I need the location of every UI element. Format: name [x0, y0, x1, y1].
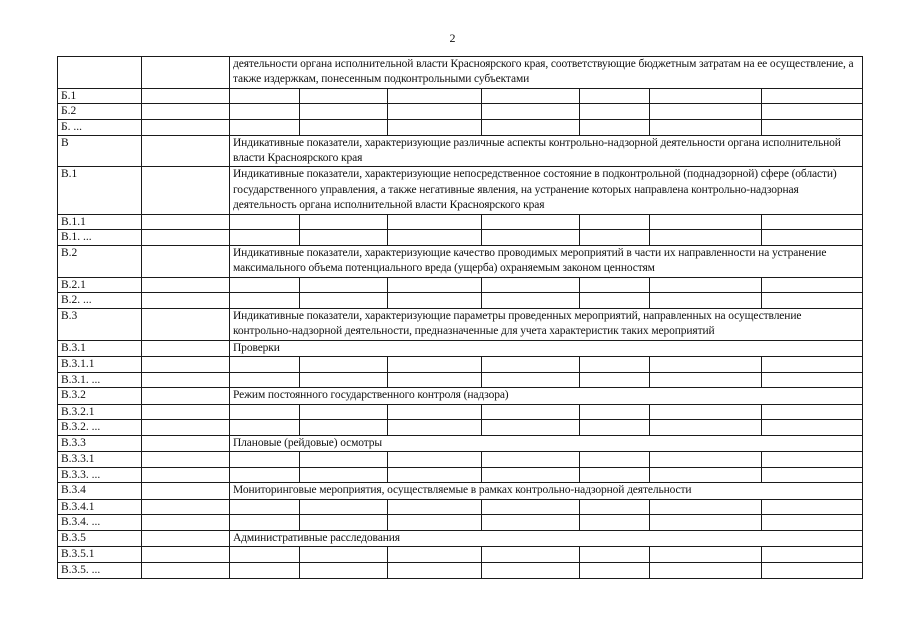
table-row: [58, 308, 863, 340]
empty-cell: [482, 88, 580, 104]
empty-cell: [230, 515, 300, 531]
empty-cell: [580, 120, 650, 136]
table-row: [58, 120, 863, 136]
empty-cell: [300, 420, 388, 436]
empty-cell: [300, 515, 388, 531]
empty-cell: [762, 357, 863, 373]
table-cell: [142, 388, 230, 404]
table-cell: [142, 357, 230, 373]
empty-cell: [650, 277, 762, 293]
empty-cell: [388, 120, 482, 136]
table-row: [58, 452, 863, 468]
table-cell: [142, 245, 230, 277]
empty-cell: [650, 547, 762, 563]
empty-cell: [388, 515, 482, 531]
empty-cell: [762, 230, 863, 246]
empty-cell: [650, 357, 762, 373]
row-code-cell: В.3.5. ...: [58, 563, 142, 579]
row-code-cell: В.3.1. ...: [58, 372, 142, 388]
empty-cell: [762, 515, 863, 531]
table-row: [58, 104, 863, 120]
empty-cell: [482, 277, 580, 293]
empty-cell: [388, 404, 482, 420]
empty-cell: [300, 499, 388, 515]
empty-cell: [762, 420, 863, 436]
table-cell: [142, 57, 230, 89]
empty-cell: [482, 293, 580, 309]
row-description-cell: Административные расследования: [230, 531, 863, 547]
empty-cell: [580, 214, 650, 230]
empty-cell: [580, 372, 650, 388]
empty-cell: [300, 120, 388, 136]
row-description-cell: деятельности органа исполнительной власти Красноярского края, соответствующие бюджетным затратам на ее осуществление, а также издержкам, понесенным подконтрольными субъектами: [230, 57, 863, 89]
row-code-cell: В.3.3.1: [58, 452, 142, 468]
table-row: [58, 531, 863, 547]
table-cell: [142, 135, 230, 167]
empty-cell: [388, 420, 482, 436]
empty-cell: [388, 499, 482, 515]
empty-cell: [230, 277, 300, 293]
table-cell: [142, 547, 230, 563]
table-row: [58, 214, 863, 230]
row-code-cell: Б.2: [58, 104, 142, 120]
row-description-cell: Индикативные показатели, характеризующие непосредственное состояние в подконтрольной (поднадзорной) сфере (области) государственного управления, а также негативные явления, на устранение которых направлена контрольно-надзорная деятельность органа исполнительной власти Красноярского края: [230, 167, 863, 214]
table-cell: [142, 277, 230, 293]
empty-cell: [388, 372, 482, 388]
table-cell: [142, 293, 230, 309]
row-code-cell: В.3.2.1: [58, 404, 142, 420]
empty-cell: [300, 277, 388, 293]
empty-cell: [230, 120, 300, 136]
empty-cell: [230, 467, 300, 483]
empty-cell: [650, 404, 762, 420]
empty-cell: [580, 452, 650, 468]
table-cell: [142, 340, 230, 356]
table-cell: [142, 308, 230, 340]
empty-cell: [230, 88, 300, 104]
empty-cell: [300, 467, 388, 483]
empty-cell: [482, 547, 580, 563]
table-cell: [142, 467, 230, 483]
empty-cell: [230, 357, 300, 373]
empty-cell: [482, 563, 580, 579]
table-row: [58, 57, 863, 89]
empty-cell: [230, 420, 300, 436]
row-code-cell: Б.1: [58, 88, 142, 104]
empty-cell: [230, 214, 300, 230]
empty-cell: [580, 499, 650, 515]
empty-cell: [580, 88, 650, 104]
empty-cell: [650, 214, 762, 230]
empty-cell: [300, 88, 388, 104]
empty-cell: [762, 499, 863, 515]
table-cell: [142, 483, 230, 499]
row-code-cell: В.3.2: [58, 388, 142, 404]
row-description-cell: Мониторинговые мероприятия, осуществляемые в рамках контрольно-надзорной деятельности: [230, 483, 863, 499]
empty-cell: [762, 563, 863, 579]
empty-cell: [482, 120, 580, 136]
empty-cell: [230, 230, 300, 246]
empty-cell: [762, 104, 863, 120]
row-code-cell: В.3.1.1: [58, 357, 142, 373]
empty-cell: [650, 467, 762, 483]
table-row: [58, 357, 863, 373]
empty-cell: [762, 277, 863, 293]
empty-cell: [300, 230, 388, 246]
empty-cell: [762, 372, 863, 388]
empty-cell: [388, 452, 482, 468]
table-cell: [142, 372, 230, 388]
table-row: [58, 420, 863, 436]
table-row: [58, 135, 863, 167]
indicators-table: [57, 56, 863, 579]
empty-cell: [388, 88, 482, 104]
row-code-cell: В.1: [58, 167, 142, 214]
empty-cell: [300, 563, 388, 579]
empty-cell: [230, 452, 300, 468]
empty-cell: [580, 467, 650, 483]
empty-cell: [300, 357, 388, 373]
empty-cell: [300, 372, 388, 388]
table-cell: [142, 420, 230, 436]
row-code-cell: В.2: [58, 245, 142, 277]
table-row: [58, 547, 863, 563]
empty-cell: [650, 515, 762, 531]
table-row: [58, 483, 863, 499]
empty-cell: [762, 120, 863, 136]
table-row: [58, 499, 863, 515]
row-code-cell: В.3.4.1: [58, 499, 142, 515]
row-code-cell: В.2. ...: [58, 293, 142, 309]
empty-cell: [650, 563, 762, 579]
page-number: 2: [449, 31, 456, 45]
empty-cell: [762, 547, 863, 563]
row-code-cell: В.3.2. ...: [58, 420, 142, 436]
row-code-cell: В.3.5.1: [58, 547, 142, 563]
table-cell: [142, 563, 230, 579]
empty-cell: [482, 357, 580, 373]
empty-cell: [580, 563, 650, 579]
empty-cell: [482, 420, 580, 436]
table-cell: [142, 515, 230, 531]
empty-cell: [762, 404, 863, 420]
row-description-cell: Индикативные показатели, характеризующие параметры проведенных мероприятий, направленных на осуществление контрольно-надзорной деятельности, предназначенные для учета характеристик таких мероприятий: [230, 308, 863, 340]
empty-cell: [230, 372, 300, 388]
table-row: [58, 340, 863, 356]
empty-cell: [580, 404, 650, 420]
empty-cell: [482, 214, 580, 230]
table-row: [58, 388, 863, 404]
empty-cell: [580, 277, 650, 293]
empty-cell: [482, 499, 580, 515]
row-description-cell: Индикативные показатели, характеризующие различные аспекты контрольно-надзорной деятельности органа исполнительной власти Красноярского края: [230, 135, 863, 167]
table-cell: [142, 452, 230, 468]
empty-cell: [482, 467, 580, 483]
table-cell: [142, 120, 230, 136]
row-description-cell: Режим постоянного государственного контроля (надзора): [230, 388, 863, 404]
empty-cell: [580, 357, 650, 373]
row-code-cell: В.1. ...: [58, 230, 142, 246]
row-code-cell: В.1.1: [58, 214, 142, 230]
table-cell: [142, 435, 230, 451]
empty-cell: [650, 88, 762, 104]
row-description-cell: Проверки: [230, 340, 863, 356]
empty-cell: [300, 293, 388, 309]
empty-cell: [650, 420, 762, 436]
empty-cell: [388, 547, 482, 563]
empty-cell: [650, 452, 762, 468]
empty-cell: [482, 404, 580, 420]
empty-cell: [762, 88, 863, 104]
empty-cell: [580, 515, 650, 531]
table-cell: [142, 167, 230, 214]
empty-cell: [482, 515, 580, 531]
table-cell: [142, 531, 230, 547]
empty-cell: [300, 547, 388, 563]
row-description-cell: Индикативные показатели, характеризующие качество проводимых мероприятий в части их направленности на устранение максимального объема потенциального вреда (ущерба) охраняемым законом ценностям: [230, 245, 863, 277]
empty-cell: [482, 372, 580, 388]
table-cell: [142, 404, 230, 420]
table-cell: [142, 88, 230, 104]
empty-cell: [388, 467, 482, 483]
row-code-cell: Б. ...: [58, 120, 142, 136]
row-description-cell: Плановые (рейдовые) осмотры: [230, 435, 863, 451]
empty-cell: [762, 214, 863, 230]
empty-cell: [762, 293, 863, 309]
table-cell: [142, 104, 230, 120]
empty-cell: [300, 214, 388, 230]
empty-cell: [388, 230, 482, 246]
empty-cell: [650, 499, 762, 515]
table-row: [58, 372, 863, 388]
row-code-cell: В.3.4. ...: [58, 515, 142, 531]
empty-cell: [230, 499, 300, 515]
table-row: [58, 515, 863, 531]
empty-cell: [300, 404, 388, 420]
empty-cell: [650, 372, 762, 388]
empty-cell: [230, 293, 300, 309]
empty-cell: [580, 420, 650, 436]
row-code-cell: В.3.4: [58, 483, 142, 499]
row-code-cell: В.3: [58, 308, 142, 340]
empty-cell: [300, 452, 388, 468]
empty-cell: [580, 104, 650, 120]
empty-cell: [580, 547, 650, 563]
empty-cell: [300, 104, 388, 120]
table-row: [58, 167, 863, 214]
empty-cell: [230, 404, 300, 420]
empty-cell: [580, 230, 650, 246]
empty-cell: [230, 563, 300, 579]
row-code-cell: В.3.3: [58, 435, 142, 451]
table-row: [58, 435, 863, 451]
table-row: [58, 467, 863, 483]
empty-cell: [388, 104, 482, 120]
table-row: [58, 293, 863, 309]
table-cell: [142, 499, 230, 515]
empty-cell: [650, 104, 762, 120]
table-row: [58, 230, 863, 246]
table-row: [58, 404, 863, 420]
empty-cell: [482, 230, 580, 246]
empty-cell: [762, 467, 863, 483]
empty-cell: [482, 452, 580, 468]
empty-cell: [762, 452, 863, 468]
empty-cell: [650, 230, 762, 246]
table-row: [58, 277, 863, 293]
table-row: [58, 245, 863, 277]
row-code-cell: В.3.3. ...: [58, 467, 142, 483]
row-code-cell: В.3.1: [58, 340, 142, 356]
empty-cell: [388, 563, 482, 579]
row-code-cell: В.3.5: [58, 531, 142, 547]
row-code-cell: В.2.1: [58, 277, 142, 293]
table-cell: [142, 230, 230, 246]
empty-cell: [650, 293, 762, 309]
row-code-cell: [58, 57, 142, 89]
table-row: [58, 563, 863, 579]
empty-cell: [650, 120, 762, 136]
row-code-cell: В: [58, 135, 142, 167]
empty-cell: [388, 293, 482, 309]
empty-cell: [388, 277, 482, 293]
empty-cell: [580, 293, 650, 309]
table-row: [58, 88, 863, 104]
empty-cell: [388, 214, 482, 230]
table-cell: [142, 214, 230, 230]
empty-cell: [482, 104, 580, 120]
empty-cell: [230, 547, 300, 563]
empty-cell: [230, 104, 300, 120]
empty-cell: [388, 357, 482, 373]
